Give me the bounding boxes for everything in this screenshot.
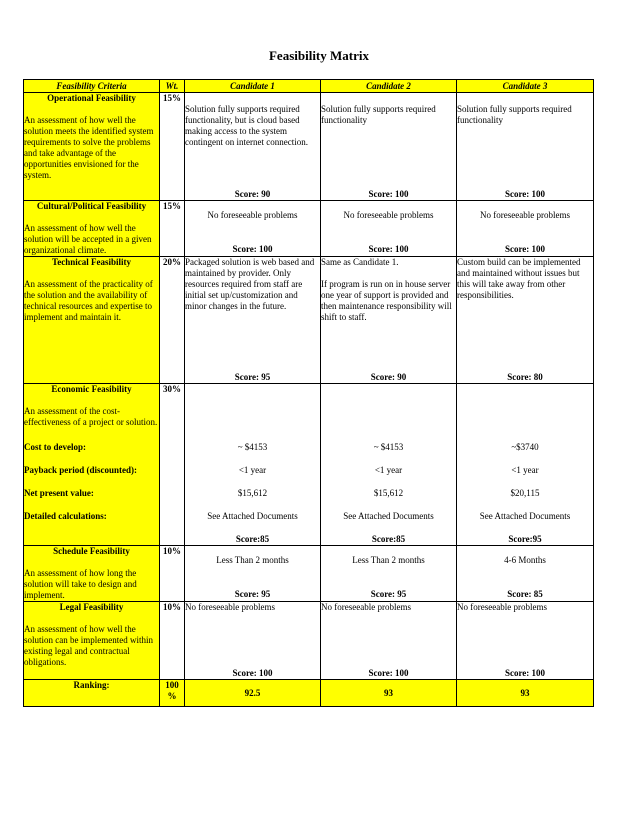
technical-candidate-1 [185, 257, 321, 384]
operational-c2-text: Solution fully supports required functionality [321, 104, 436, 125]
cultural-c1-text: No foreseeable problems [207, 210, 298, 220]
economic-desc: An assessment of the cost-effectiveness of a project or solution. [24, 406, 158, 427]
economic-criteria [24, 384, 160, 546]
technical-c2-text-a: Same as Candidate 1. [321, 257, 399, 267]
cultural-row [24, 201, 594, 257]
economic-c3-calc: See Attached Documents [479, 511, 571, 521]
operational-name: Operational Feasibility [47, 93, 136, 103]
economic-c3-npv: $20,115 [510, 488, 540, 498]
legal-c2-text: No foreseeable problems [321, 602, 411, 612]
legal-candidate-3 [457, 602, 594, 680]
header-candidate-1: Candidate 1 [185, 80, 321, 93]
technical-candidate-2 [321, 257, 457, 384]
economic-c2-calc: See Attached Documents [343, 511, 434, 521]
schedule-candidate-3 [457, 546, 594, 602]
ranking-weight: 100 % [160, 680, 185, 707]
schedule-c3-text: 4-6 Months [504, 555, 546, 565]
cultural-c3-score: Score: 100 [504, 244, 546, 254]
ranking-candidate-3: 93 [457, 680, 594, 707]
operational-c2-score: Score: 100 [368, 189, 409, 199]
operational-candidate-3 [457, 93, 594, 201]
operational-c1-score: Score: 90 [234, 189, 271, 199]
schedule-c2-text: Less Than 2 months [352, 555, 425, 565]
schedule-name: Schedule Feasibility [53, 546, 130, 556]
technical-c2-text-b: If program is run on in house server one year of support is provided and then maintenance responsibility will shift to staff. [321, 279, 452, 322]
economic-calc-label: Detailed calculations: [24, 511, 107, 521]
legal-candidate-2 [321, 602, 457, 680]
operational-row [24, 93, 594, 201]
cultural-c2-score: Score: 100 [368, 244, 409, 254]
technical-weight: 20% [160, 257, 185, 384]
technical-row [24, 257, 594, 384]
technical-c3-text: Custom build can be implemented and maintained without issues but this will take away from other responsibilities. [457, 257, 581, 300]
operational-weight: 15% [160, 93, 185, 201]
header-candidate-3: Candidate 3 [457, 80, 594, 93]
cultural-weight: 15% [160, 201, 185, 257]
schedule-candidate-2 [321, 546, 457, 602]
schedule-weight: 10% [160, 546, 185, 602]
operational-candidate-2 [321, 93, 457, 201]
economic-candidate-2 [321, 384, 457, 546]
legal-c3-text: No foreseeable problems [457, 602, 547, 612]
operational-criteria [24, 93, 160, 201]
economic-candidate-1 [185, 384, 321, 546]
cultural-candidate-2 [321, 201, 457, 257]
legal-c3-score: Score: 100 [504, 668, 546, 678]
economic-weight: 30% [160, 384, 185, 546]
ranking-row [24, 680, 594, 707]
cultural-candidate-1 [185, 201, 321, 257]
economic-c3-score: Score:95 [508, 534, 542, 544]
legal-name: Legal Feasibility [59, 602, 124, 612]
economic-c1-score: Score:85 [235, 534, 270, 544]
ranking-label: Ranking: [24, 680, 160, 707]
economic-c1-payback: <1 year [238, 465, 267, 475]
economic-c2-cost: ~ $4153 [373, 442, 404, 452]
technical-c1-score: Score: 95 [234, 372, 271, 382]
schedule-c3-score: Score: 85 [507, 589, 543, 599]
operational-c1-text: Solution fully supports required functionality, but is cloud based making access to the system contingent on internet connection. [185, 104, 308, 147]
operational-candidate-1 [185, 93, 321, 201]
header-weight: Wt. [160, 80, 185, 93]
header-criteria: Feasibility Criteria [24, 80, 160, 93]
economic-c1-npv: $15,612 [237, 488, 268, 498]
technical-c2-score: Score: 90 [370, 372, 407, 382]
technical-c3-score: Score: 80 [507, 372, 543, 382]
schedule-c2-score: Score: 95 [370, 589, 407, 599]
cultural-criteria [24, 201, 160, 257]
economic-c2-score: Score:85 [371, 534, 406, 544]
schedule-c1-score: Score: 95 [234, 589, 271, 599]
cultural-name: Cultural/Political Feasibility [36, 201, 147, 211]
schedule-row [24, 546, 594, 602]
legal-desc: An assessment of how well the solution can be implemented within existing legal and contractual obligations. [24, 624, 153, 667]
economic-c3-cost: ~$3740 [511, 442, 539, 452]
economic-c1-calc: See Attached Documents [207, 511, 298, 521]
schedule-c1-text: Less Than 2 months [216, 555, 289, 565]
economic-c2-payback: <1 year [374, 465, 403, 475]
operational-desc: An assessment of how well the solution meets the identified system requirements to solve the problems and take advantage of the opportunities envisioned for the system. [24, 115, 154, 180]
economic-c3-payback: <1 year [511, 465, 539, 475]
economic-name: Economic Feasibility [51, 384, 132, 394]
legal-c1-score: Score: 100 [232, 668, 273, 678]
cultural-candidate-3 [457, 201, 594, 257]
legal-weight: 10% [160, 602, 185, 680]
economic-cost-label: Cost to develop: [24, 442, 86, 452]
cultural-desc: An assessment of how well the solution will be accepted in a given organizational climate. [24, 223, 152, 255]
operational-c3-score: Score: 100 [504, 189, 546, 199]
ranking-candidate-2: 93 [321, 680, 457, 707]
operational-c3-text: Solution fully supports required functionality [457, 104, 572, 125]
legal-criteria [24, 602, 160, 680]
legal-row [24, 602, 594, 680]
header-candidate-2: Candidate 2 [321, 80, 457, 93]
cultural-c2-text: No foreseeable problems [343, 210, 434, 220]
economic-candidate-3 [457, 384, 594, 546]
technical-candidate-3 [457, 257, 594, 384]
technical-desc: An assessment of the practicality of the solution and the availability of technical resources and expertise to implement and maintain it. [24, 279, 153, 322]
cultural-c3-text: No foreseeable problems [480, 210, 570, 220]
economic-c1-cost: ~ $4153 [237, 442, 268, 452]
page-title: Feasibility Matrix [268, 48, 369, 63]
header-row [24, 80, 594, 93]
economic-row [24, 384, 594, 546]
cultural-c1-score: Score: 100 [232, 244, 273, 254]
technical-criteria [24, 257, 160, 384]
legal-candidate-1 [185, 602, 321, 680]
economic-payback-label: Payback period (discounted): [24, 465, 138, 475]
schedule-candidate-1 [185, 546, 321, 602]
ranking-candidate-1: 92.5 [185, 680, 321, 707]
technical-name: Technical Feasibility [52, 257, 131, 267]
schedule-desc: An assessment of how long the solution will take to design and implement. [24, 568, 137, 600]
technical-c1-text: Packaged solution is web based and maintained by provider. Only resources required from staff are initial set up/customization and minor changes in the future. [185, 257, 315, 311]
schedule-criteria [24, 546, 160, 602]
legal-c1-text: No foreseeable problems [185, 602, 275, 612]
feasibility-matrix-table [23, 79, 594, 707]
legal-c2-score: Score: 100 [368, 668, 409, 678]
economic-c2-npv: $15,612 [373, 488, 404, 498]
economic-npv-label: Net present value: [24, 488, 94, 498]
